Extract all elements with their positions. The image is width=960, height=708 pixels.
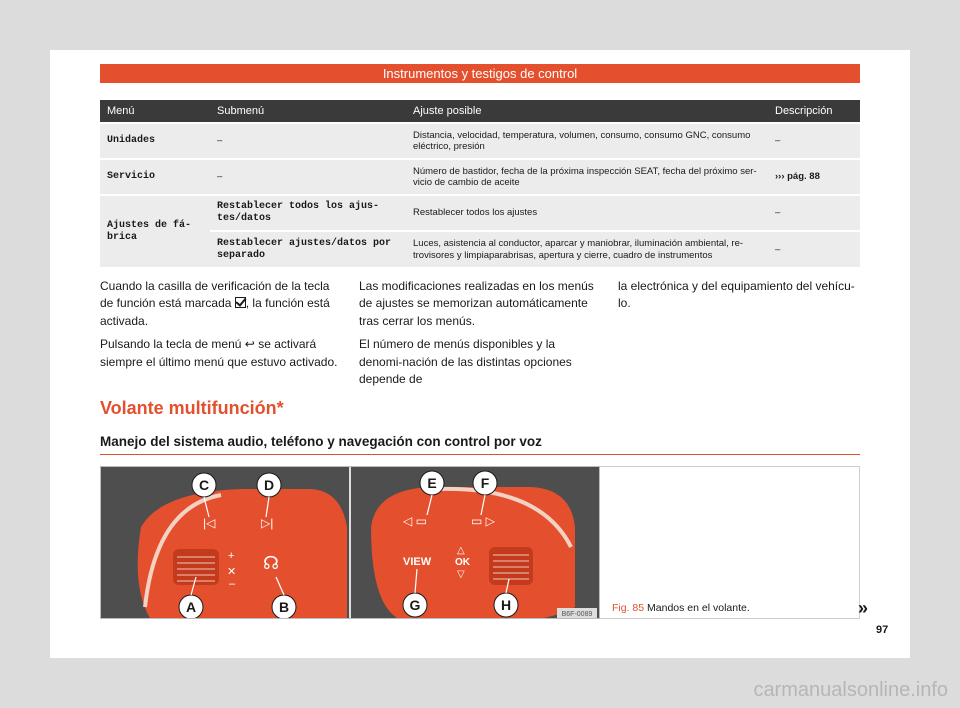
svg-text:✕: ✕ — [227, 566, 237, 578]
svg-text:▷|: ▷| — [261, 516, 274, 530]
col-header-menu: Menú — [100, 100, 210, 123]
paragraph: la electrónica y del equipamiento del vehícu-lo. — [618, 279, 855, 311]
cell-menu: Servicio — [100, 159, 210, 195]
svg-text:▽: ▽ — [457, 569, 465, 580]
cell-ajuste: Restablecer todos los ajustes — [406, 195, 768, 231]
cell-menu: Unidades — [100, 123, 210, 159]
svg-text:|◁: |◁ — [203, 516, 216, 530]
cell-submenu: Restablecer ajustes/datos por separado — [210, 231, 406, 267]
paragraph: El número de menús disponibles y la denomi-nación de las distintas opciones depende de — [359, 337, 572, 386]
svg-text:C: C — [198, 477, 210, 493]
cell-ajuste: Distancia, velocidad, temperatura, volumen, consumo, consumo GNC, consumo eléctrico, presión — [406, 123, 768, 159]
svg-text:–: – — [229, 578, 236, 590]
svg-text:E: E — [427, 475, 437, 491]
next-page-icon[interactable]: » — [858, 598, 869, 618]
svg-text:H: H — [500, 597, 512, 613]
svg-text:△: △ — [457, 545, 465, 556]
col-header-desc: Descripción — [768, 100, 860, 123]
cell-desc: – — [768, 231, 860, 267]
cell-ajuste: Luces, asistencia al conductor, aparcar y maniobrar, iluminación ambiental, re-trovisores y limpiaparabrisas, apertura y cierre, cuadro de instrumentos — [406, 231, 768, 267]
svg-text:B6F-0089: B6F-0089 — [561, 611, 593, 618]
menu-table — [100, 100, 860, 267]
menu-back-icon: ↩ — [244, 337, 255, 352]
table-row — [100, 195, 860, 231]
col-header-ajuste: Ajuste posible — [406, 100, 768, 123]
paragraph: Las modificaciones realizadas en los menús de ajustes se memorizan automáticamente tras cerrar los menús. — [359, 279, 594, 328]
page-number: 97 — [876, 624, 889, 636]
col-header-submenu: Submenú — [210, 100, 406, 123]
svg-text:◁ ▭: ◁ ▭ — [403, 514, 427, 528]
paragraph: Pulsando la tecla de menú ↩ se activará siempre el último menú que estuvo activado. — [100, 337, 338, 369]
cell-desc-link[interactable]: ››› pág. 88 — [768, 159, 860, 195]
cell-desc: – — [768, 123, 860, 159]
table-row — [100, 159, 860, 195]
cell-submenu: – — [210, 123, 406, 159]
steering-controls-illustration — [101, 467, 600, 619]
cell-submenu: Restablecer todos los ajus-tes/datos — [210, 195, 406, 231]
table-row — [100, 231, 860, 267]
page-header: Instrumentos y testigos de control — [100, 64, 860, 83]
watermark: carmanualsonline.info — [753, 679, 948, 701]
svg-text:D: D — [263, 477, 275, 493]
text-column-1 — [100, 278, 340, 377]
text-column-2 — [359, 278, 599, 394]
figure-caption: Fig. 85 Mandos en el volante. — [612, 602, 750, 614]
cell-submenu: – — [210, 159, 406, 195]
svg-text:F: F — [480, 475, 490, 491]
checkbox-checked-icon — [235, 297, 246, 308]
svg-text:A: A — [185, 599, 197, 615]
section-subtitle: Manejo del sistema audio, teléfono y navegación con control por voz — [100, 434, 542, 449]
svg-text:VIEW: VIEW — [403, 556, 432, 568]
svg-text:▭ ▷: ▭ ▷ — [471, 514, 495, 528]
svg-text:☊: ☊ — [263, 553, 279, 573]
page — [50, 50, 910, 658]
svg-text:B: B — [278, 599, 290, 615]
svg-text:G: G — [409, 597, 421, 613]
steering-controls-figure — [100, 466, 600, 619]
divider — [100, 454, 860, 455]
cell-desc: – — [768, 195, 860, 231]
text-column-3 — [618, 278, 858, 319]
paragraph: Cuando la casilla de verificación de la tecla de función está marcada , la función está activada. — [100, 279, 330, 328]
table-row — [100, 123, 860, 159]
cell-ajuste: Número de bastidor, fecha de la próxima inspección SEAT, fecha del próximo ser-vicio de cambio de aceite — [406, 159, 768, 195]
cell-menu: Ajustes de fá-brica — [100, 195, 210, 267]
svg-text:OK: OK — [455, 557, 470, 568]
svg-text:+: + — [228, 550, 235, 562]
section-title: Volante multifunción* — [100, 398, 284, 418]
